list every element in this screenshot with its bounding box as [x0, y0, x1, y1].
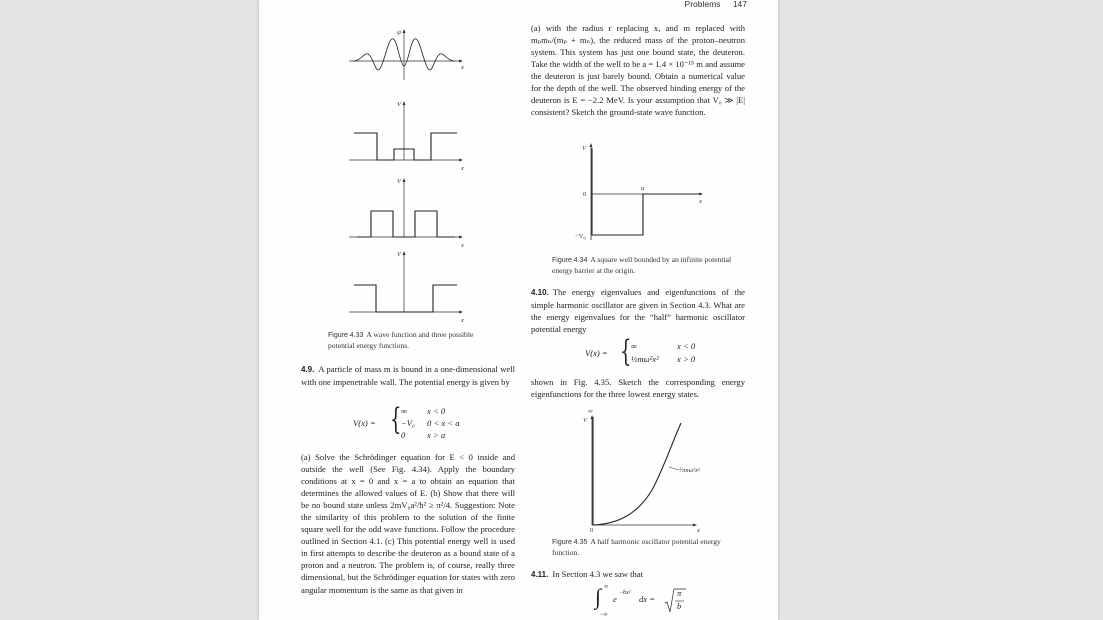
case-value: ∞: [401, 406, 408, 416]
case-condition: 0 < x < a: [427, 418, 460, 428]
problem-4-10-intro: [531, 286, 745, 335]
case-value: 0: [401, 430, 406, 440]
problem-intro-text: In Section 4.3 we saw that: [552, 569, 644, 579]
header-page-number: 147: [732, 0, 747, 9]
psi-label: ψ: [397, 29, 402, 36]
zero-label: 0: [583, 191, 587, 198]
problem-4-10-outro: shown in Fig. 4.35. Sketch the corresponding energy eigenfunctions for the three lowest energy states.: [531, 377, 745, 400]
infinity-label: ∞: [588, 408, 593, 415]
equation-brace: {: [620, 334, 632, 369]
problem-number: 4.9.: [301, 365, 315, 374]
problem-4-9-body: (a) Solve the Schrödinger equation for E < 0 inside and outside the well (See Fig. 4.34). Apply the boundary conditions at x = 0 and x = a to obtain an equation that determines the allowed values of E. (b) Show that there will be no bound state unless 2mV₀a²/ħ² ≥ π²/4. Suggestion: Note the similarity of this problem to the solution of the finite square well for the odd wave functions. Follow the procedure outlined in Section 4.1. (c) This potential energy well is used in first attempts to describe the deuteron as a bound state of a proton and a neutron. The problem is, of course, really three dimensional, but the Schrödinger equation for states with zero angular momentum is the same as that given in: [301, 452, 515, 595]
case-condition: x < 0: [677, 341, 696, 351]
integrand-base: e: [613, 594, 617, 604]
case-value: −V₀: [401, 418, 416, 428]
fig433-panel-double-barrier: [349, 175, 474, 250]
integral-differential: dx =: [639, 594, 656, 604]
fig435-half-oscillator: [577, 405, 717, 535]
v-label: V: [397, 101, 401, 108]
curve-label: ½mω²x²: [679, 467, 700, 474]
potential-double-barrier: [357, 211, 455, 237]
potential-curve: [592, 148, 699, 235]
psi-axis-arrow: [403, 29, 406, 33]
equation-brace: {: [390, 402, 402, 437]
fig433-panel-square-well: [349, 250, 474, 325]
case-condition: x > a: [427, 430, 446, 440]
problem-intro-text: A particle of mass m is bound in a one-dimensional well with one impenetrable wall. The potential energy is given by: [301, 364, 515, 388]
v-label: V: [397, 178, 401, 185]
problem-4-9-intro: [301, 363, 515, 388]
caption-label: Figure 4.35: [552, 539, 588, 546]
caption-label: Figure 4.33: [328, 332, 364, 339]
fig435-caption: [552, 537, 732, 558]
sqrt-denominator: b: [677, 601, 682, 611]
problem-4-9-continued: (a) with the radius r replacing x, and m replaced with mₚmₙ/(mₚ + mₙ), the reduced mass of the proton–neutron system. This system has just one bound state, the deuteron. Take the width of the well to be a = 1.4 × 10⁻¹⁵ m and assume the deuteron is just barely bound. Obtain a numerical value for the depth of the well. The observed binding energy of the deuteron is E = −2.2 MeV. Is your assumption that V₀ ≫ |E| consistent? Sketch the ground-state wave function.: [531, 23, 745, 118]
fig433-panel-wavefunction: [349, 28, 474, 83]
case-condition: x < 0: [427, 406, 446, 416]
problem-4-11-integral: [595, 586, 705, 620]
sqrt-sign: [664, 588, 686, 616]
v-label: V: [582, 145, 586, 152]
caption-text: A square well bounded by an infinite potential energy barrier at the origin.: [552, 255, 732, 275]
x-label: x: [461, 242, 464, 249]
problem-4-11-intro: [531, 568, 745, 581]
sqrt-numerator: π: [677, 588, 682, 598]
integrand-exponent: −bx²: [619, 590, 631, 596]
x-label: x: [461, 317, 464, 324]
x-label: x: [461, 165, 464, 172]
case-value: ½mω²x²: [631, 354, 659, 364]
problem-number: 4.10.: [531, 288, 549, 297]
fig434-caption: [552, 255, 732, 276]
fig434-square-well-infinite-barrier: [561, 140, 721, 250]
equation-lhs: V(x) =: [353, 418, 376, 428]
v-label: V: [583, 417, 587, 424]
fig433-caption: [328, 330, 498, 351]
textbook-page: [259, 0, 778, 620]
x-label: x: [699, 198, 702, 205]
running-header: [675, 0, 747, 9]
a-label: a: [641, 185, 645, 192]
problem-intro-text: The energy eigenvalues and eigenfunctions of the simple harmonic oscillator are given in Section 4.3. What are the energy eigenvalues for the “half” harmonic oscillator potential energy: [531, 287, 745, 335]
potential-barrier-well: [354, 133, 457, 160]
header-section: Problems: [684, 0, 721, 9]
x-label: x: [697, 527, 700, 534]
fig433-panel-barrier-well: [349, 98, 474, 173]
problem-4-9-equation: [353, 402, 493, 444]
curve-leader: [669, 467, 679, 470]
caption-text: A half harmonic oscillator potential energy function.: [552, 537, 721, 557]
case-condition: x > 0: [677, 354, 696, 364]
zero-label: 0: [590, 527, 594, 534]
depth-label: −V₀: [575, 233, 586, 240]
v-label: V: [397, 251, 401, 258]
x-label: x: [461, 64, 464, 71]
caption-label: Figure 4.34: [552, 257, 588, 264]
equation-lhs: V(x) =: [585, 348, 608, 358]
problem-4-10-equation: [585, 334, 725, 369]
potential-square-well: [354, 285, 457, 312]
problem-number: 4.11.: [531, 570, 549, 579]
potential-curve: [593, 417, 681, 525]
integral-lower-limit: −∞: [600, 612, 608, 618]
case-value: ∞: [631, 341, 638, 351]
integral-upper-limit: ∞: [604, 584, 609, 590]
integral-sign: ∫: [595, 584, 602, 609]
caption-text: A wave function and three possible potential energy functions.: [328, 330, 474, 350]
